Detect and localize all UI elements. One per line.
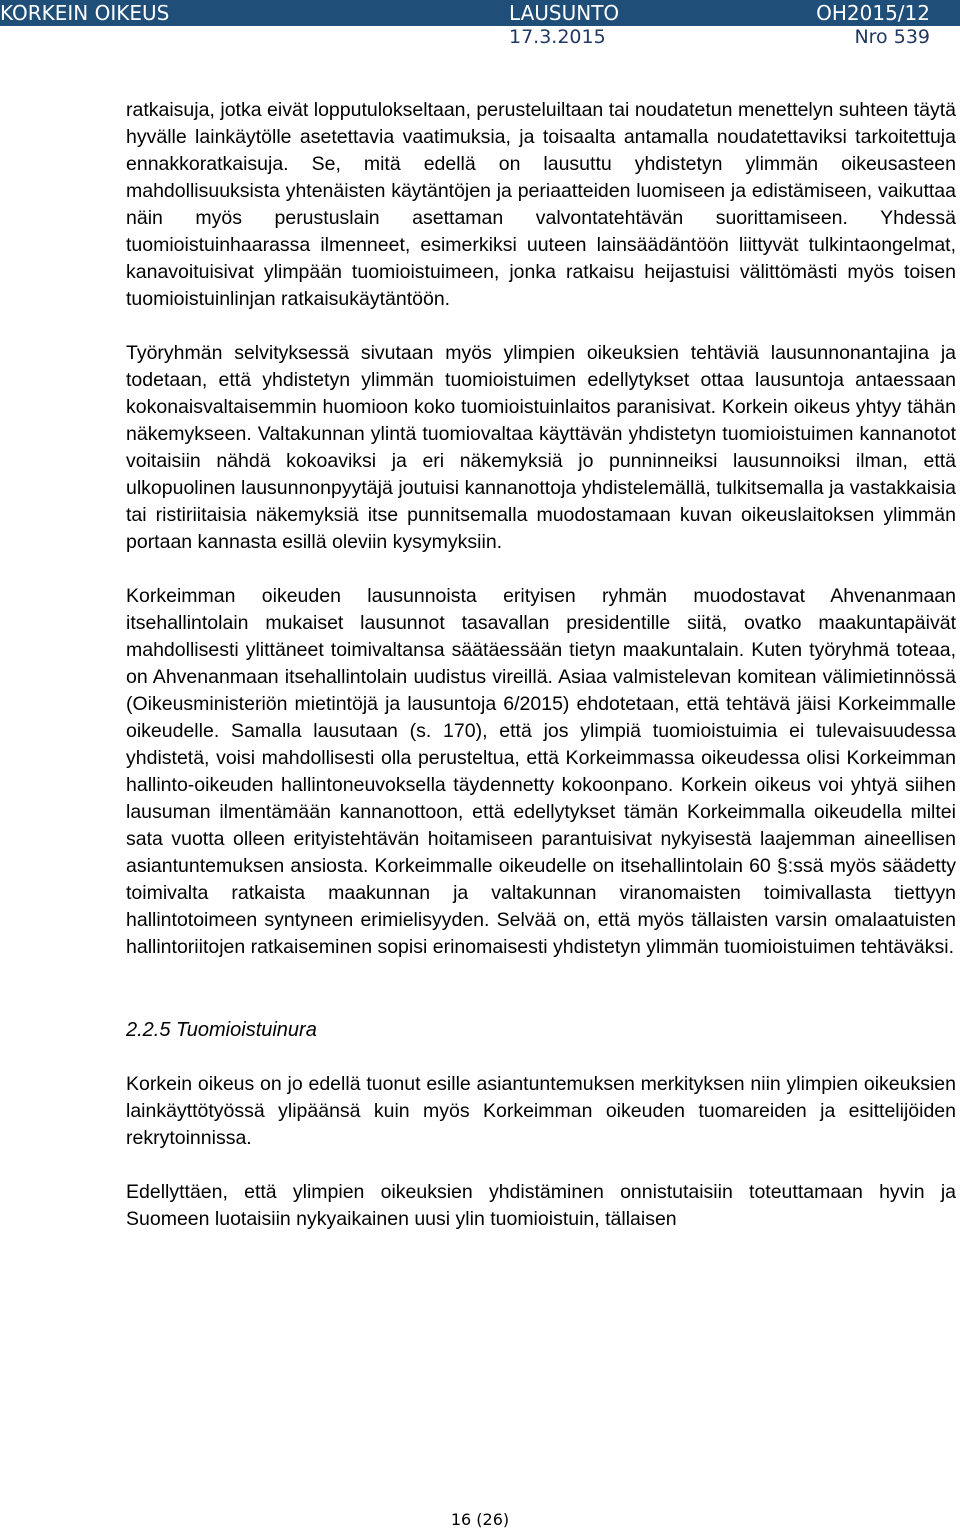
paragraph-5: Edellyttäen, että ylimpien oikeuksien yhdistäminen onnistutaisiin toteuttamaan hyvin ja Suomeen luotaisiin nykyaikainen uusi ylin tuomioistuin, tällaisen	[126, 1181, 956, 1230]
organization-name: KORKEIN OIKEUS	[0, 1, 170, 25]
page-number: 16 (26)	[450, 1510, 510, 1529]
document-header	[0, 0, 960, 26]
paragraph-3: Korkeimman oikeuden lausunnoista erityisen ryhmän muodostavat Ahvenanmaan itsehallintolain mukaiset lausunnot tasavallan presidentille siitä, ovatko maakuntapäivät mahdollisesti ylittäneet toimivaltansa säätäessään tietyn maakuntalain. Kuten työryhmä toteaa, on Ahvenanmaan itsehallintolain uudistus vireillä. Asiaa valmistelevan komitean välimietinnössä (Oikeusministeriön mietintöjä ja lausuntoja 6/2015) ehdotetaan, että tehtävä jäisi Korkeimmalle oikeudelle. Samalla lausutaan (s. 170), että jos ylimpiä tuomioistuimia ei tulevaisuudessa yhdistetä, voisi mahdollisesti olla perusteltua, että Korkeimmassa oikeudessa olisi Korkeimman hallinto-oikeuden hallintoneuvoksella täydennetty kokoonpano. Korkein oikeus voi yhtyä siihen lausuman ilmentämään kannanottoon, että edellytykset tämän Korkeimmalla oikeudella miltei sata vuotta olleen erityistehtävän hoitamiseen parantuisivat nykyisestä laajemman aineellisen asiantuntemuksen ansiosta. Korkeimmalle oikeudelle on itsehallintolain 60 §:ssä myös säädetty toimivalta ratkaista maakunnan ja valtakunnan viranomaisten toimivallasta tiettyyn hallintotoimeen syntyneen erimielisyyden. Selvää on, että myös tällaisten varsin omalaatuisten hallintoriitojen ratkaiseminen sopisi erinomaisesti yhdistetyn ylimmän tuomioistuimen tehtäväksi.	[126, 585, 956, 958]
paragraph-1: ratkaisuja, jotka eivät lopputulokseltaan, perusteluiltaan tai noudatetun menettelyn suhteen täytä hyvälle lainkäytölle asetettavia vaatimuksia, ja toisaalta antamalla noudatettaviksi tarkoitettuja ennakkoratkaisuja. Se, mitä edellä on lausuttu yhdistetyn ylimmän oikeusasteen mahdollisuuksista yhtenäisten käytäntöjen ja periaatteiden luomiseen ja edistämiseen, vaikuttaa näin myös perustuslain asettaman valvontatehtävän suorittamiseen. Yhdessä tuomioistuinhaarassa ilmenneet, esimerkiksi uuteen lainsäädäntöön liittyvät tulkintaongelmat, kanavoituisivat ylimpään tuomioistuimeen, jonka ratkaisu heijastuisi välittömästi myös toisen tuomioistuinlinjan ratkaisukäytäntöön.	[126, 99, 956, 310]
document-number: Nro 539	[854, 26, 930, 48]
document-body	[126, 97, 956, 1233]
section-heading: 2.2.5 Tuomioistuinura	[126, 1019, 317, 1041]
document-header-subline	[0, 26, 960, 50]
document-type: LAUSUNTO	[509, 1, 620, 25]
paragraph-2: Työryhmän selvityksessä sivutaan myös ylimpien oikeuksien tehtäviä lausunnonantajina ja todetaan, että yhdistetyn ylimmän tuomioistuimen edellytykset ottaa lausuntoja antaessaan kokonaisvaltaisemmin huomioon koko tuomioistuinlaitos paranisivat. Korkein oikeus yhtyy tähän näkemykseen. Valtakunnan ylintä tuomiovaltaa käyttävän yhdistetyn tuomioistuimen kannanotot voitaisiin nähdä kokoaviksi ja eri näkemyksiä jo punninneiksi lausunnoiksi ilman, että ulkopuolinen lausunnonpyytäjä joutuisi kannanottoja yhdistelemällä, tulkitsemalla ja vastakkaisia tai ristiriitaisia näkemyksiä itse punnitsemalla muodostamaan kuvan oikeuslaitoksen ylimmän portaan kannasta esillä oleviin kysymyksiin.	[126, 342, 956, 553]
reference-number: OH2015/12	[816, 1, 930, 25]
paragraph-4: Korkein oikeus on jo edellä tuonut esille asiantuntemuksen merkityksen niin ylimpien oikeuksien lainkäyttötyössä ylipäänsä kuin myös Korkeimman oikeuden tuomareiden ja esittelijöiden rekrytoinnissa.	[126, 1073, 956, 1149]
document-date: 17.3.2015	[509, 26, 606, 48]
